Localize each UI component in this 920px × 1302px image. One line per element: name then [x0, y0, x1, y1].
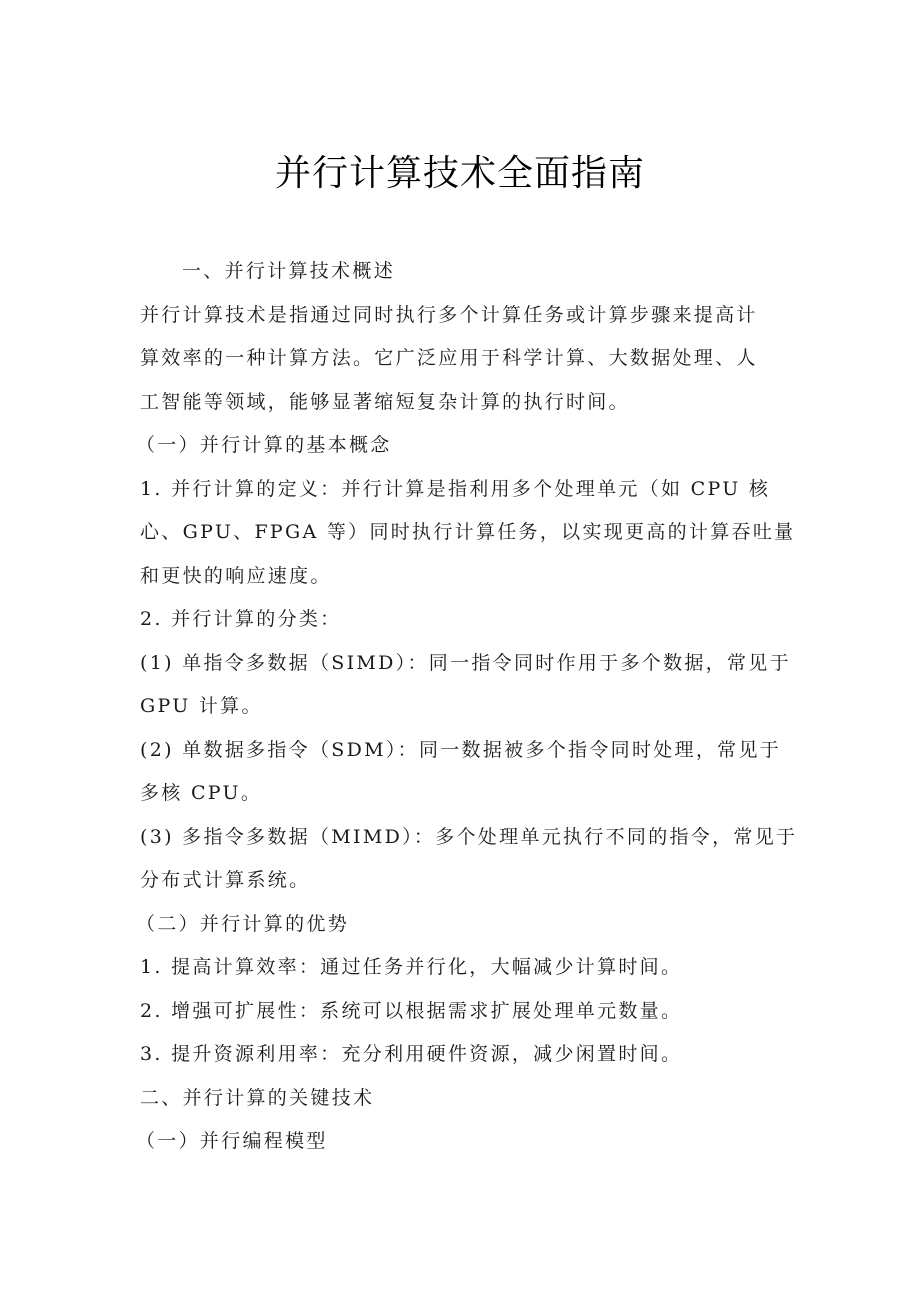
- paragraph-line: 多核 CPU。: [140, 782, 263, 804]
- list-item-definition: 1. 并行计算的定义：并行计算是指利用多个处理单元（如 CPU 核: [140, 477, 771, 500]
- section-heading-key-tech: 二、并行计算的关键技术: [140, 1086, 375, 1109]
- subsection-heading-basic-concepts: （一）并行计算的基本概念: [136, 434, 392, 456]
- subsection-heading-programming-models: （一）并行编程模型: [136, 1130, 328, 1152]
- paragraph-line: 并行计算技术是指通过同时执行多个计算任务或计算步骤来提高计: [140, 303, 758, 326]
- subsection-heading-advantages: （二）并行计算的优势: [136, 912, 350, 935]
- paragraph-line: 心、GPU、FPGA 等）同时执行计算任务，以实现更高的计算吞吐量: [140, 521, 796, 543]
- paragraph-line: 和更快的响应速度。: [140, 564, 332, 587]
- paragraph-line: GPU 计算。: [140, 695, 263, 717]
- section-heading-overview: 一、并行计算技术概述: [182, 260, 396, 282]
- list-item-simd: (1) 单指令多数据（SIMD）：同一指令同时作用于多个数据，常见于: [140, 651, 791, 674]
- list-item-sdm: (2) 单数据多指令（SDM）：同一数据被多个指令同时处理，常见于: [140, 738, 782, 761]
- document-body: [136, 250, 798, 1164]
- paragraph-line: 分布式计算系统。: [140, 869, 311, 891]
- list-item-mimd: (3) 多指令多数据（MIMD）：多个处理单元执行不同的指令，常见于: [140, 825, 798, 848]
- list-item-utilization: 3. 提升资源利用率：充分利用硬件资源，减少闲置时间。: [140, 1043, 683, 1065]
- list-item-efficiency: 1. 提高计算效率：通过任务并行化，大幅减少计算时间。: [140, 956, 683, 978]
- list-item-scalability: 2. 增强可扩展性：系统可以根据需求扩展处理单元数量。: [140, 999, 683, 1022]
- list-item-classification: 2. 并行计算的分类：: [140, 608, 342, 630]
- paragraph-line: 算效率的一种计算方法。它广泛应用于科学计算、大数据处理、人: [140, 347, 758, 369]
- document-title: 并行计算技术全面指南: [274, 153, 645, 194]
- paragraph-line: 工智能等领域，能够显著缩短复杂计算的执行时间。: [140, 390, 630, 413]
